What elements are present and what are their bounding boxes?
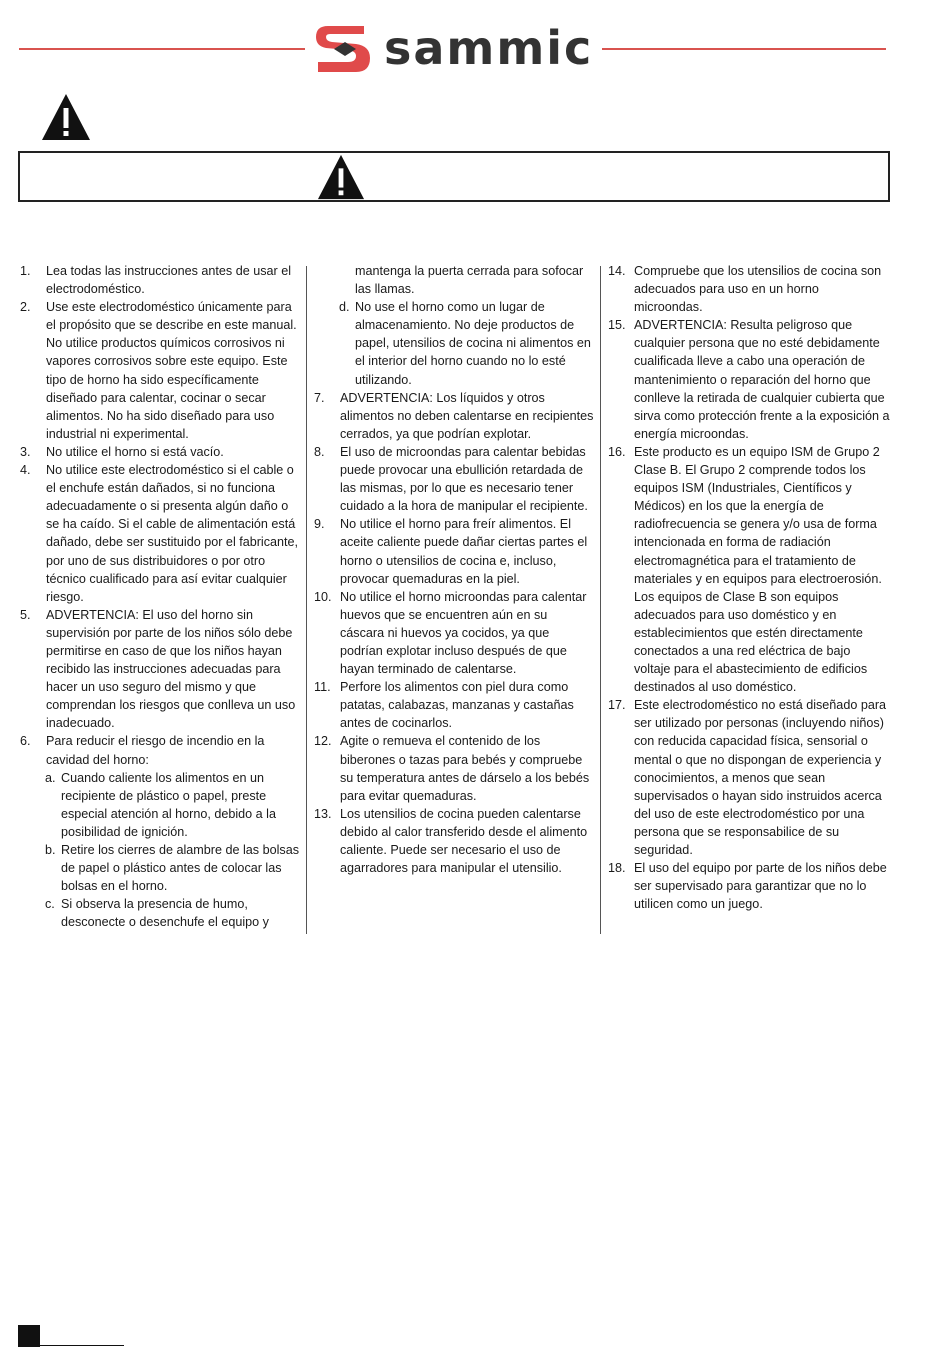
item-number: 15. [608,318,626,333]
header-rule-right [602,48,886,50]
list-item [314,515,594,587]
list-subitem [20,895,300,931]
item-text: Agite o remueva el contenido de los biberones o tazas para bebés y compruebe su temperatura antes de dárselo a los bebés para evitar quemaduras. [340,734,590,803]
instructions-column-3 [608,262,890,913]
item-number: 2. [20,300,31,315]
item-text: Use este electrodoméstico únicamente para el propósito que se describe en este manual. No utilice productos químicos corrosivos ni vapores corrosivos sobre este equipo. Este tipo de horno ha sido específicamente diseñado para calentar, cocinar o secar alimentos. No ha sido diseñado para uso industrial ni experimental. [46,300,297,441]
list-item [314,678,594,732]
item-text: Retire los cierres de alambre de las bolsas de papel o plástico antes de colocar las bolsas en el horno. [61,843,299,894]
list-item [314,588,594,678]
list-item [20,262,300,298]
item-text: No use el horno como un lugar de almacenamiento. No deje productos de papel, utensilios de cocina ni alimentos en el interior del horno cuando no lo esté utilizando. [355,300,591,387]
item-number: 4. [20,463,31,478]
item-number: a. [45,770,56,785]
column-divider [600,266,601,934]
page-marker [18,1325,40,1347]
item-number: 16. [608,444,626,459]
item-text: No utilice el horno si está vacío. [46,444,224,459]
item-text: Este producto es un equipo ISM de Grupo 2 Clase B. El Grupo 2 comprende todos los equipos ISM (Industriales, Científicos y Médicos) en los que la energía de radiofrecuencia se genera y/o usa de forma intencionada en forma de radiación electromagnética para el tratamiento de materiales y en equipos para electroerosión. Los equipos de Clase B son equipos adecuados para uso doméstico y en establecimientos que estén directamente conectados a una red eléctrica de bajo voltaje para el abastecimiento de edificios destinados al uso doméstico. [634,444,882,695]
item-text: ADVERTENCIA: Los líquidos y otros alimentos no deben calentarse en recipientes cerrados, ya que podrían explotar. [340,390,594,441]
item-number: 10. [314,589,332,604]
item-number: 12. [314,734,332,749]
list-item [20,298,300,443]
item-number: 8. [314,444,325,459]
item-text: Cuando caliente los alimentos en un recipiente de plástico o papel, preste especial atención al horno, debido a la posibilidad de ignición. [61,770,276,839]
item-number: 6. [20,734,31,749]
list-item [608,696,890,859]
list-item [20,461,300,606]
item-text: ADVERTENCIA: El uso del horno sin supervisión por parte de los niños sólo debe permitirse en caso de que los niños hayan recibido las instrucciones adecuadas para hacer un uso seguro del mismo y que comprendan los riesgos que conlleva un uso inadecuado. [46,607,296,731]
item-text: Si observa la presencia de humo, desconecte o desenchufe el equipo y [61,897,269,930]
list-item [608,859,890,913]
item-number: 5. [20,607,31,622]
item-number: 14. [608,264,626,278]
item-number: 11. [314,680,331,695]
item-number: 9. [314,517,325,532]
item-text: ADVERTENCIA: Resulta peligroso que cualquier persona que no esté debidamente cualificada lleve a cabo una operación de mantenimiento o reparación del horno que conlleve la retirada de cualquier cubierta que sirva como protección frente a la exposición a energía microondas. [634,318,890,441]
list-item [608,443,890,696]
instructions-column-1 [20,262,300,931]
sammic-logo [312,22,602,78]
item-text: No utilice el horno microondas para calentar huevos que se encuentren aún en su cáscara ni huevos ya cocidos, ya que podrían explotar incluso después de que hayan terminado de calentarse. [340,589,587,677]
list-item [314,262,594,298]
list-subitem [20,841,300,895]
list-item [20,732,300,768]
item-number: c. [45,897,55,912]
item-text: Lea todas las instrucciones antes de usar el electrodoméstico. [46,264,292,297]
item-number: 7. [314,390,325,405]
footer-rule [40,1345,124,1346]
list-item [20,606,300,733]
list-item [20,443,300,461]
item-text: Los utensilios de cocina pueden calentarse debido al calor transferido desde el alimento caliente. Puede ser necesario el uso de agarradores para manipular el utensilio. [340,806,588,876]
item-number: b. [45,843,56,857]
item-text: Compruebe que los utensilios de cocina son adecuados para uso en un horno microondas. [634,264,882,315]
item-text: Este electrodoméstico no está diseñado para ser utilizado por personas (incluyendo niños) con reducida capacidad física, sensorial o mental o que no dispongan de experiencia y conocimientos, a menos que sean supervisados o hayan sido instruidos acerca del uso de este electrodoméstico por una persona que se responsabilice de su seguridad. [634,698,887,857]
item-text: El uso del equipo por parte de los niños debe ser supervisado para garantizar que no lo utilicen como un juego. [634,861,887,912]
item-text: Perfore los alimentos con piel dura como patatas, calabazas, manzanas y castañas antes de cocinarlos. [340,680,574,731]
list-subitem [314,298,594,388]
warning-triangle-icon [316,153,366,201]
header-rule-left [19,48,305,50]
instructions-column-2 [314,262,594,877]
item-text: El uso de microondas para calentar bebidas puede provocar una ebullición retardada de las mismas, por lo que es necesario tener cuidado a la hora de manipular el recipiente. [340,444,588,514]
item-number: 13. [314,806,332,821]
list-item [314,443,594,515]
item-number: d. [339,300,350,315]
list-item [608,316,890,443]
list-item [608,262,890,316]
sammic-logo-icon [312,22,374,76]
item-number: 18. [608,861,626,876]
item-text: No utilice el horno para freír alimentos. El aceite caliente puede dañar ciertas partes el horno o utensilios de cocina e, incluso, provocar quemaduras en la piel. [340,517,588,586]
list-subitem [20,769,300,841]
list-item [314,805,594,877]
item-number: 1. [20,264,31,278]
list-item [314,732,594,804]
warning-banner [18,151,890,202]
item-number: 3. [20,444,31,459]
column-divider [306,266,307,934]
item-text: Para reducir el riesgo de incendio en la cavidad del horno: [46,734,265,767]
item-number: 17. [608,698,626,713]
warning-triangle-icon [40,92,92,142]
list-item [314,389,594,443]
item-text: No utilice este electrodoméstico si el cable o el enchufe están dañados, si no funciona adecuadamente o si presenta algún daño o se ha caído. Si el cable de alimentación está dañado, debe ser sustituido por el fabricante, por uno de sus distribuidores o por otro técnico cualificado para así evitar cualquier riesgo. [46,463,299,604]
item-text: mantenga la puerta cerrada para sofocar las llamas. [355,264,584,297]
brand-name: sammic [384,21,594,75]
